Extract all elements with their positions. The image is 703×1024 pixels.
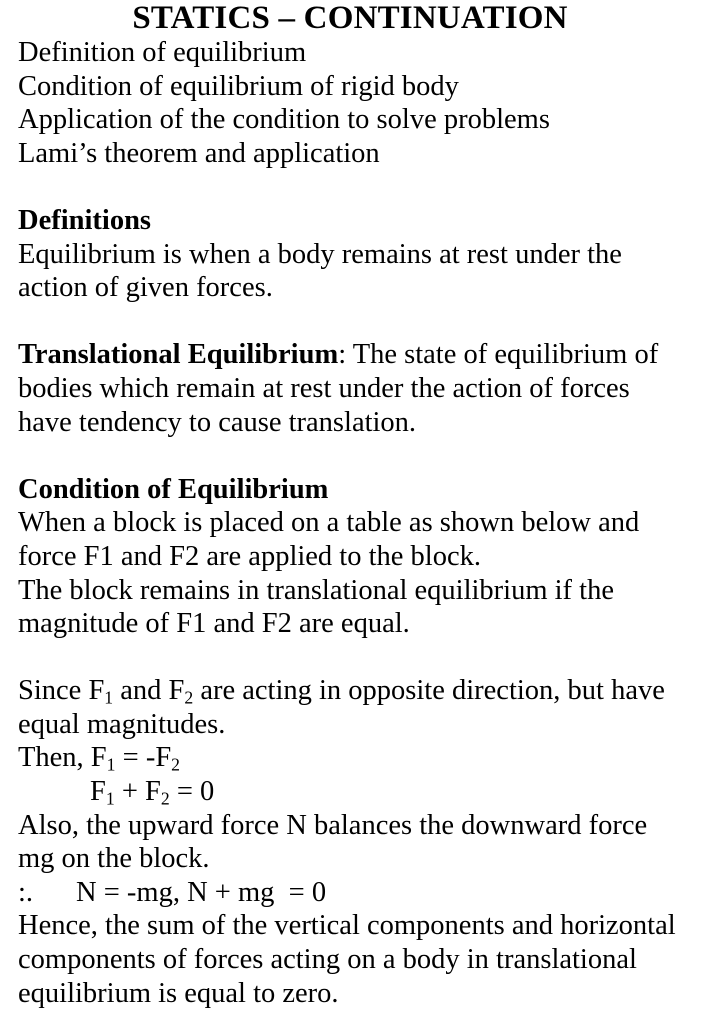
translational-section: [18, 338, 698, 439]
definitions-section: [18, 204, 698, 305]
translational-first-line: [18, 338, 698, 372]
derivation-section: [18, 674, 698, 1010]
equation-text: + F: [114, 776, 161, 808]
condition-line: magnitude of F1 and F2 are equal.: [18, 608, 410, 640]
topic-item: Definition of equilibrium: [18, 37, 307, 68]
condition-section: [18, 473, 698, 641]
also-line: mg on the block.: [18, 843, 210, 875]
spacer: [18, 305, 698, 339]
subscript: 1: [105, 788, 115, 809]
translational-line: have tendency to cause translation.: [18, 406, 417, 438]
topic-list: [18, 36, 698, 170]
condition-heading: Condition of Equilibrium: [18, 473, 329, 505]
then-equation: [18, 741, 698, 775]
subscript: 1: [104, 687, 114, 708]
spacer: [18, 439, 698, 473]
spacer: [18, 170, 698, 204]
equation-text: F: [90, 776, 106, 808]
since-text: Since F: [18, 675, 105, 707]
translational-line: bodies which remain at rest under the action of forces: [18, 372, 630, 404]
equation-text: = 0: [169, 776, 215, 808]
topic-item: Condition of equilibrium of rigid body: [18, 70, 459, 102]
hence-line: equilibrium is equal to zero.: [18, 977, 339, 1009]
therefore-equation: [18, 876, 698, 910]
sum-equation: [18, 775, 698, 809]
hence-line: Hence, the sum of the vertical components and horizontal: [18, 910, 676, 942]
equation-text: N = -mg, N + mg = 0: [76, 876, 327, 908]
definitions-line: action of given forces.: [18, 272, 273, 304]
definitions-line: Equilibrium is when a body remains at rest under the: [18, 238, 622, 270]
translational-first-rest: : The state of equilibrium of: [338, 339, 659, 371]
subscript: 2: [171, 754, 180, 775]
equal-magnitudes-line: equal magnitudes.: [18, 708, 226, 740]
condition-line: The block remains in translational equilibrium if the: [18, 574, 614, 606]
equation-text: = -F: [115, 742, 172, 774]
equation-text: Then, F: [18, 742, 107, 774]
condition-line: When a block is placed on a table as shown below and: [18, 507, 640, 539]
since-line: [18, 674, 698, 708]
condition-line: force F1 and F2 are applied to the block.: [18, 540, 481, 572]
spacer: [18, 641, 698, 675]
topic-item: Application of the condition to solve problems: [18, 104, 550, 136]
since-text: are acting in opposite direction, but have: [193, 675, 665, 707]
since-text: and F: [113, 675, 185, 707]
translational-term: Translational Equilibrium: [18, 339, 339, 371]
also-line: Also, the upward force N balances the downward force: [18, 809, 648, 841]
page-title: STATICS – CONTINUATION: [132, 0, 568, 36]
hence-line: components of forces acting on a body in translational: [18, 944, 637, 976]
subscript: 2: [160, 788, 170, 809]
subscript: 1: [106, 754, 116, 775]
document-page: [18, 0, 698, 1010]
therefore-symbol: :.: [18, 876, 34, 908]
definitions-heading: Definitions: [18, 204, 152, 236]
topic-item: Lami’s theorem and application: [18, 137, 380, 169]
subscript: 2: [184, 687, 194, 708]
